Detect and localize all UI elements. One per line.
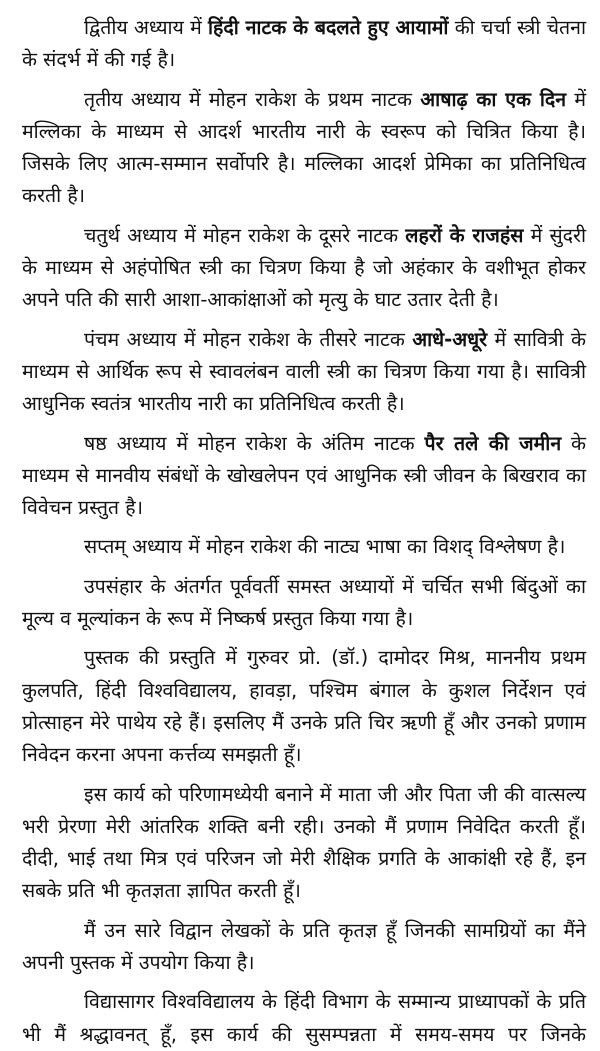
text: षष्ठ अध्याय में मोहन राकेश के अंतिम नाटक [84,431,425,455]
paragraph-chapter-4 [22,220,586,317]
bold-title: पैर तले की जमीन [424,431,562,455]
paragraph-chapter-7 [22,531,586,563]
text: की चर्चा स्त्री चेतना के संदर्भ में की गई है। [22,16,586,72]
text: मैं उन सारे विद्वान लेखकों के प्रति कृतज्ञ हूँ जिनकी सामग्रियों का मैंने अपनी पुस्तक में उपयोग किया है। [22,918,586,975]
bold-title: हिंदी नाटक के बदलते हुए आयामों [207,16,449,39]
paragraph-chapter-2 [22,12,586,77]
text: में मल्लिका के माध्यम से आदर्श भारतीय नारी के स्वरूप को चित्रित किया है। जिसके लिए आत्म-सम्मान सर्वोपरि है। मल्लिका आदर्श प्रेमिका का प्रतिनिधित्व करती है। [22,87,586,208]
text: सप्तम् अध्याय में मोहन राकेश की नाट्य भाषा का विशद् विश्लेषण है। [84,535,566,559]
text: के माध्यम से मानवीय संबंधों के खोखलेपन एवं आधुनिक स्त्री जीवन के बिखराव का विवेचन प्रस्तुत है। [22,431,586,520]
text: द्वितीय अध्याय में [84,16,208,39]
paragraph-faculty-thanks [22,986,586,1051]
text: विद्यासागर विश्वविद्यालय के हिंदी विभाग के सम्मान्य प्राध्यापकों के प्रति भी मैं श्रद्धावनत् हूँ, इस कार्य की सुसम्पन्नता में समय-समय पर जिनके [22,990,586,1046]
text: तृतीय अध्याय में मोहन राकेश के प्रथम नाटक [84,87,421,111]
text: उपसंहार के अंतर्गत पूर्ववर्ती समस्त अध्यायों में चर्चित सभी बिंदुओं का मूल्य व मूल्यांकन के रूप में निष्कर्ष प्रस्तुत किया गया है। [22,574,586,631]
text: पंचम अध्याय में मोहन राकेश के तीसरे नाटक [84,327,413,351]
paragraph-chapter-5 [22,324,586,421]
paragraph-chapter-6 [22,428,586,525]
paragraph-chapter-3 [22,84,586,213]
text: चतुर्थ अध्याय में मोहन राकेश के दूसरे नाटक [84,223,406,247]
paragraph-conclusion [22,571,586,636]
text: इस कार्य को परिणामध्येयी बनाने में माता जी और पिता जी की वात्सल्य भरी प्रेरणा मेरी आंतरिक शक्ति बनी रही। उनको मैं प्रणाम निवेदित करती हूँ। दीदी, भाई तथा मित्र एवं परिजन जो मेरी शैक्षिक प्रगति के आकांक्षी रहे हैं, इन सबके प्रति भी कृतज्ञता ज्ञापित करती हूँ। [22,782,586,903]
paragraph-guide-thanks [22,642,586,771]
bold-title: आधे-अधूरे [412,327,488,351]
text: पुस्तक की प्रस्तुति में गुरुवर प्रो. (डॉ.) दामोदर मिश्र, माननीय प्रथम कुलपति, हिंदी विश्वविद्यालय, हावड़ा, पश्चिम बंगाल के कुशल निर्देशन एवं प्रोत्साहन मेरे पाथेय रहे हैं। इसलिए मैं उनके प्रति चिर ऋणी हूँ और उनको प्रणाम निवेदन करना अपना कर्त्तव्य समझती हूँ। [22,646,586,767]
bold-title: आषाढ़ का एक दिन [420,87,567,111]
paragraph-family-thanks [22,779,586,908]
paragraph-authors-thanks [22,915,586,980]
text: में सुंदरी के माध्यम से अहंपोषित स्त्री का चित्रण किया है जो अहंकार के वशीभूत होकर अपने पति की सारी आशा-आकांक्षाओं को मृत्यु के घाट उतार देती है। [22,223,587,312]
bold-title: लहरों के राजहंस [405,223,524,247]
text: में सावित्री के माध्यम से आर्थिक रूप से स्वावलंबन वाली स्त्री का चित्रण किया गया है। सावित्री आधुनिक स्वतंत्र भारतीय नारी का प्रतिनिधित्व करती है। [22,327,586,416]
